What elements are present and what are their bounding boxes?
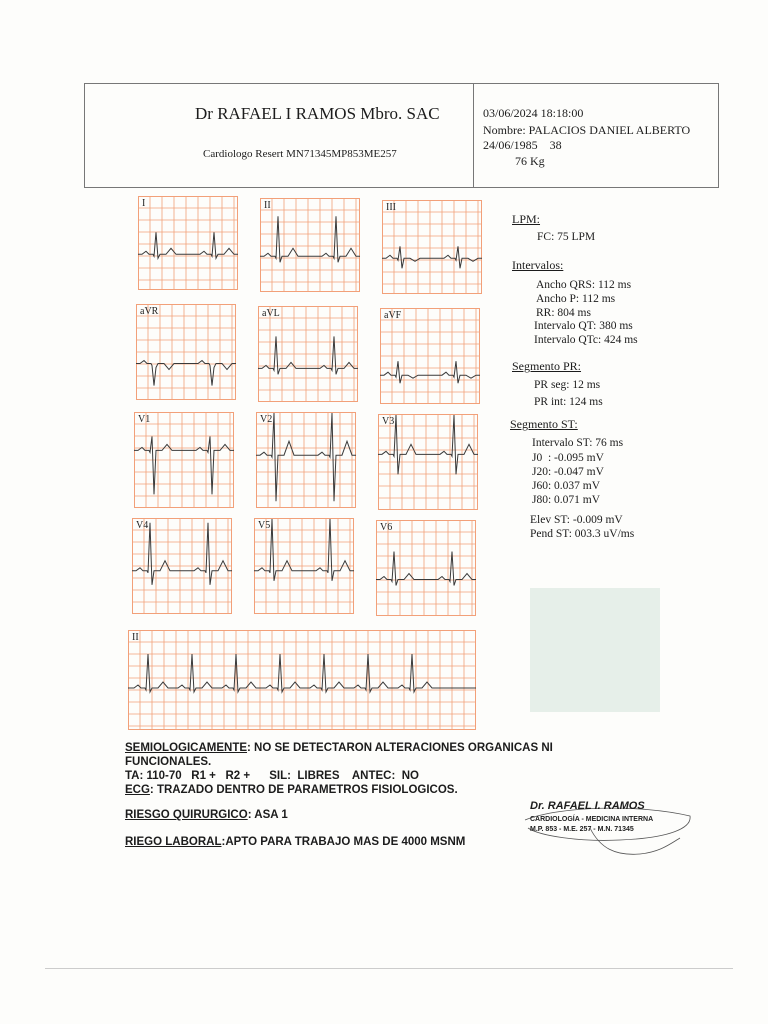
ecg-grid (254, 518, 354, 614)
doctor-stamp (520, 798, 700, 858)
st-item: J80: 0.071 mV (532, 494, 601, 506)
ecg-lead-label: V1 (138, 414, 151, 425)
ecg-grid (378, 414, 478, 510)
patient-birth-age: 24/06/1985 38 (483, 138, 562, 152)
ecg-grid (136, 304, 236, 400)
st-item: J60: 0.037 mV (532, 480, 601, 492)
interval-item: RR: 804 ms (536, 307, 591, 319)
st-item: J0 : -0.095 mV (532, 452, 604, 464)
ecg-lead-panel (132, 518, 232, 614)
ecg-lead-label: V6 (380, 522, 393, 533)
lpm-title: LPM: (512, 212, 541, 226)
semiology-text: : NO SE DETECTARON ALTERACIONES ORGANICAS NI (247, 742, 553, 754)
st-title: Segmento ST: (510, 417, 578, 431)
pr-item: PR int: 124 ms (534, 396, 603, 408)
ecg-label: ECG (125, 784, 150, 796)
interval-item: Ancho P: 112 ms (536, 293, 616, 305)
vitals-line: TA: 110-70 R1 + R2 + SIL: LIBRES ANTEC: NO (125, 770, 419, 782)
ecg-lead-label: aVF (384, 310, 402, 321)
intervals-title: Intervalos: (512, 258, 564, 272)
heart-rate: FC: 75 LPM (537, 231, 596, 243)
ecg-lead-label: II (132, 632, 139, 643)
ecg-grid (132, 518, 232, 614)
surgical-risk-line (125, 809, 288, 821)
surgical-risk-label: RIESGO QUIRURGICO (125, 809, 248, 821)
work-risk-text: :APTO PARA TRABAJO MAS DE 4000 MSNM (221, 836, 466, 848)
pr-title: Segmento PR: (512, 359, 582, 373)
ecg-text: : TRAZADO DENTRO DE PARAMETROS FISIOLOGICOS. (149, 784, 458, 796)
stamp-license: M.P. 853 - M.E. 257 - M.N. 71345 (530, 826, 634, 833)
stamp-name: Dr. RAFAEL I. RAMOS (530, 800, 645, 812)
report-datetime: 03/06/2024 18:18:00 (483, 106, 584, 120)
ecg-lead-label: I (142, 198, 146, 209)
ecg-lead-label: aVL (262, 308, 280, 319)
ecg-lead-label: II (264, 200, 271, 211)
ecg-trace (382, 246, 482, 268)
interval-item: Ancho QRS: 112 ms (536, 279, 632, 291)
st-item: Intervalo ST: 76 ms (532, 437, 624, 449)
semiology-label: SEMIOLOGICAMENTE (125, 742, 248, 754)
ecg-trace (376, 552, 476, 586)
ecg-grid (376, 520, 476, 616)
ecg-lead-label: aVR (140, 306, 159, 317)
doctor-license: Cardiologo Resert MN71345MP853ME257 (203, 148, 397, 160)
interval-item: Intervalo QT: 380 ms (534, 320, 633, 332)
ecg-lead-panel (380, 308, 480, 404)
st-slope: Pend ST: 003.3 uV/ms (530, 528, 635, 540)
ecg-lead-label: III (386, 202, 396, 213)
header-divider (473, 84, 474, 187)
page-bottom-rule (45, 968, 733, 969)
pr-item: PR seg: 12 ms (534, 379, 601, 391)
ecg-lead-panel (260, 198, 360, 292)
ecg-lead-panel (258, 306, 358, 402)
doctor-name: Dr RAFAEL I RAMOS Mbro. SAC (195, 104, 440, 123)
work-risk-line (125, 836, 465, 848)
ecg-lead-panel (128, 630, 476, 730)
interval-item: Intervalo QTc: 424 ms (534, 334, 638, 346)
ecg-grid (256, 412, 356, 508)
ecg-grid (134, 412, 234, 508)
ecg-lead-label: V4 (136, 520, 149, 531)
ecg-trace (256, 413, 356, 501)
ecg-lead-label: V3 (382, 416, 395, 427)
ecg-lead-label: V5 (258, 520, 271, 531)
semiology-line-2: FUNCIONALES. (125, 756, 212, 768)
st-elevation: Elev ST: -0.009 mV (530, 514, 623, 526)
ecg-trace (134, 436, 234, 494)
stamp-specialty: CARDIOLOGÍA - MEDICINA INTERNA (530, 816, 654, 823)
patient-weight: 76 Kg (515, 154, 545, 168)
ecg-lead-panel (134, 412, 234, 508)
ecg-grid (258, 306, 358, 402)
ecg-grid (260, 198, 360, 292)
ecg-lead-panel (378, 414, 478, 510)
ecg-line (125, 784, 458, 796)
ecg-lead-panel (376, 520, 476, 616)
ecg-lead-panel (256, 412, 356, 508)
semiology-line (125, 742, 553, 754)
ecg-grid (138, 196, 238, 290)
ecg-grid (382, 200, 482, 294)
surgical-risk-text: : ASA 1 (247, 809, 288, 821)
ecg-grid (380, 308, 480, 404)
ecg-lead-panel (254, 518, 354, 614)
work-risk-label: RIEGO LABORAL (125, 836, 222, 848)
ecg-grid (128, 630, 476, 730)
st-item: J20: -0.047 mV (532, 466, 604, 478)
patient-name: Nombre: PALACIOS DANIEL ALBERTO (483, 123, 691, 137)
ecg-lead-label: V2 (260, 414, 273, 425)
ecg-trace (128, 654, 476, 692)
ecg-trace (138, 232, 238, 258)
report-header (84, 83, 719, 188)
blank-stamp-area (530, 588, 660, 712)
ecg-lead-panel (138, 196, 238, 290)
ecg-lead-panel (136, 304, 236, 400)
ecg-lead-panel (382, 200, 482, 294)
ecg-trace (260, 216, 360, 262)
